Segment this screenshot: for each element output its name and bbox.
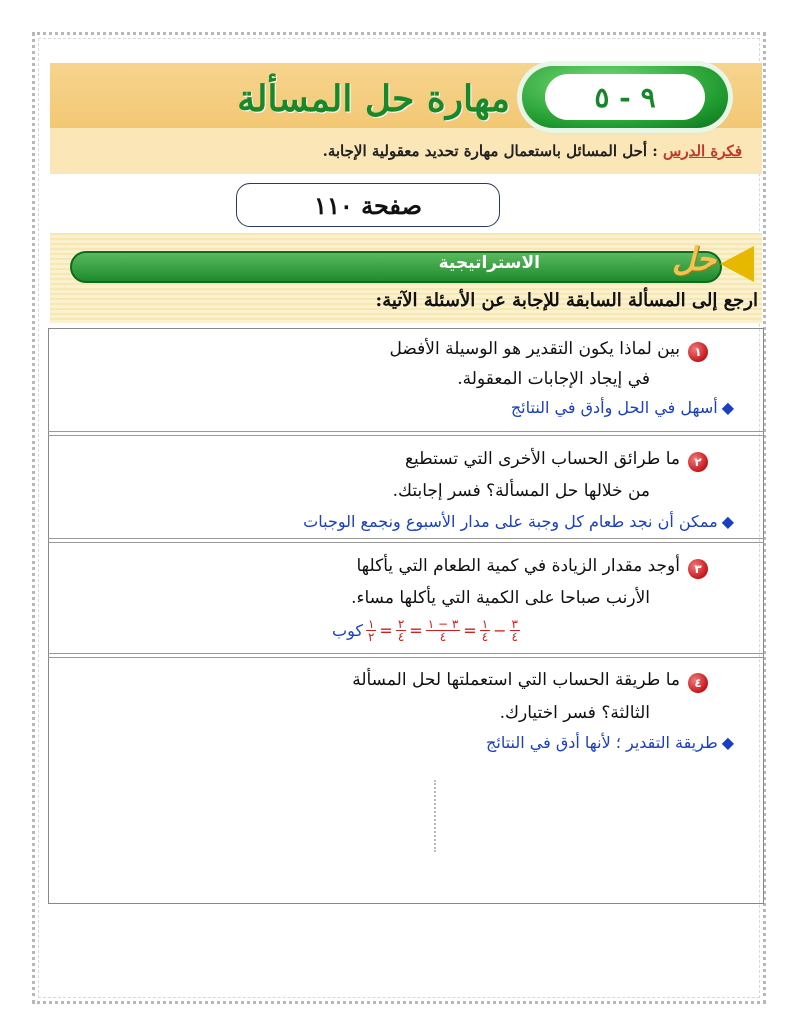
idea-label: فكرة الدرس	[663, 142, 742, 160]
question-3-line-2: الأرنب صباحا على الكمية التي يأكلها مساء.	[351, 588, 650, 608]
unit-label: كوب	[332, 621, 363, 640]
question-2-line-1: ما طرائق الحساب الأخرى التي تستطيع	[404, 449, 680, 469]
question-row-4	[48, 659, 764, 904]
diamond-bullet-icon: ◆	[721, 733, 734, 752]
question-4-line-2: الثالثة؟ فسر اختيارك.	[499, 703, 650, 723]
dotted-margin-line	[434, 780, 436, 852]
question-4-line-1: ما طريقة الحساب التي استعملتها لحل المسألة	[352, 670, 680, 690]
lesson-number: ٩ - ٥	[545, 74, 705, 120]
fraction-1: $\frac{٣}{٤}$	[511, 617, 518, 644]
row-divider	[48, 431, 764, 436]
row-divider	[48, 653, 764, 658]
diamond-bullet-icon: ◆	[721, 398, 734, 417]
question-2-line-2: من خلالها حل المسألة؟ فسر إجابتك.	[392, 481, 650, 501]
fraction-4: $\frac{٢}{٤}$	[397, 617, 405, 644]
fraction-2: $\frac{١}{٤}$	[481, 617, 489, 644]
page-reference: صفحة ١١٠	[236, 183, 500, 227]
equals-sign: =	[409, 621, 423, 640]
strategy-word: حل	[671, 240, 716, 278]
answer-4	[94, 733, 734, 752]
question-number-3: ٣	[688, 559, 708, 579]
answer-3-formula	[332, 618, 520, 643]
idea-separator: :	[647, 142, 658, 160]
answer-4-text: طريقة التقدير ؛ لأنها أدق في النتائج	[486, 733, 718, 752]
equals-sign: =	[463, 621, 477, 640]
question-number-1: ١	[688, 342, 708, 362]
answer-1	[94, 398, 734, 417]
equals-sign: =	[379, 621, 393, 640]
question-1-line-2: في إيجاد الإجابات المعقولة.	[457, 369, 650, 389]
row-divider	[48, 538, 764, 543]
question-number-2: ٢	[688, 452, 708, 472]
lesson-title: مهارة حل المسألة	[237, 78, 510, 120]
diamond-bullet-icon: ◆	[721, 512, 734, 531]
strategy-label: الاستراتيجية	[438, 253, 540, 273]
fraction-3: $\frac{٣ - ١}{٤}$	[427, 617, 459, 644]
answer-2-text: ممكن أن نجد طعام كل وجبة على مدار الأسبوع ونجمع الوجبات	[303, 512, 718, 531]
idea-text: أحل المسائل باستعمال مهارة تحديد معقولية الإجابة.	[322, 142, 648, 160]
minus-sign: −	[493, 621, 507, 640]
instruction-text: ارجع إلى المسألة السابقة للإجابة عن الأسئلة الآتية:	[375, 290, 758, 311]
question-number-4: ٤	[688, 673, 708, 693]
question-3-line-1: أوجد مقدار الزيادة في كمية الطعام التي يأكلها	[356, 556, 680, 576]
lesson-idea	[42, 142, 742, 160]
strategy-arrow-icon	[720, 246, 754, 282]
fraction-5: $\frac{١}{٢}$	[367, 617, 375, 644]
answer-1-text: أسهل في الحل وأدق في النتائج	[510, 398, 718, 417]
question-1-line-1: بين لماذا يكون التقدير هو الوسيلة الأفضل	[389, 339, 680, 359]
answer-2	[34, 512, 734, 531]
